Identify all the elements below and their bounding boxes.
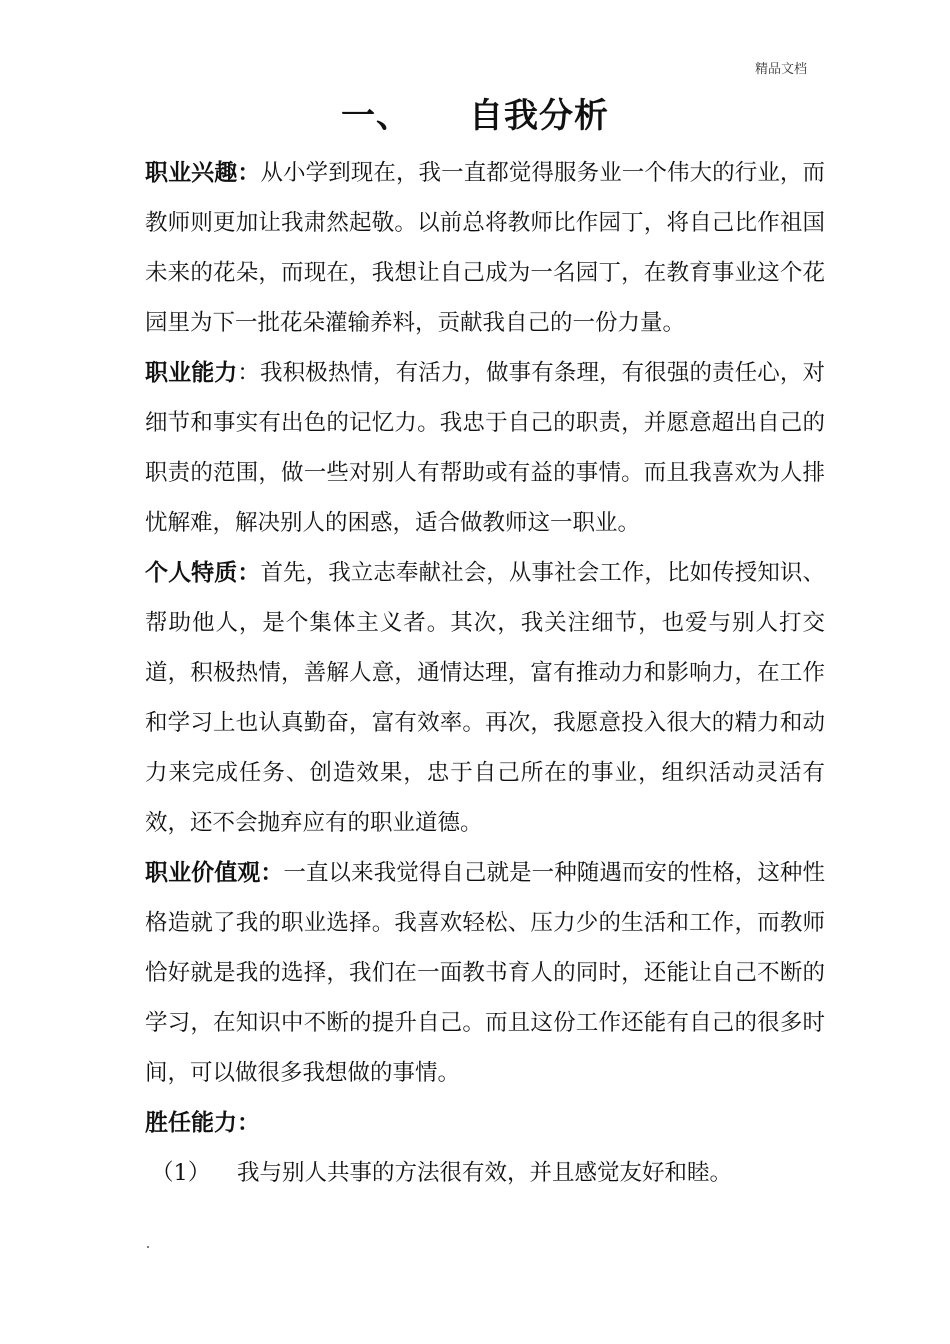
list-item bbox=[145, 1148, 825, 1198]
section-career-values bbox=[145, 848, 825, 1098]
section-career-interest bbox=[145, 148, 825, 348]
section-career-ability bbox=[145, 348, 825, 548]
section-text: 首先，我立志奉献社会，从事社会工作，比如传授知识、帮助他人，是个集体主义者。其次，我关注细节，也爱与别人打交道，积极热情，善解人意，通情达理，富有推动力和影响力，在工作和学习上也认真勤奋，富有效率。再次，我愿意投入很大的精力和动力来完成任务、创造效果，忠于自己所在的事业，组织活动灵活有效，还不会抛弃应有的职业道德。 bbox=[145, 560, 825, 836]
section-label: 职业价值观： bbox=[145, 860, 284, 886]
title-number: 一、 bbox=[341, 96, 411, 136]
section-competence-label: 胜任能力： bbox=[145, 1110, 260, 1136]
list-item-text: 我与别人共事的方法很有效，并且感觉友好和睦。 bbox=[237, 1160, 733, 1186]
title-text: 自我分析 bbox=[469, 96, 609, 136]
list-item-index: （1） bbox=[151, 1160, 211, 1186]
footer-dot bbox=[147, 1246, 149, 1248]
document-body bbox=[145, 148, 825, 1198]
section-text: 从小学到现在，我一直都觉得服务业一个伟大的行业，而教师则更加让我肃然起敬。以前总将教师比作园丁，将自己比作祖国未来的花朵，而现在，我想让自己成为一名园丁，在教育事业这个花园里为下一批花朵灌输养料，贡献我自己的一份力量。 bbox=[145, 160, 825, 336]
section-label: 个人特质： bbox=[145, 560, 261, 586]
page-title bbox=[0, 88, 950, 137]
section-text: ：我积极热情，有活力，做事有条理，有很强的责任心，对细节和事实有出色的记忆力。我忠于自己的职责，并愿意超出自己的职责的范围，做一些对别人有帮助或有益的事情。而且我喜欢为人排忧解难，解决别人的困惑，适合做教师这一职业。 bbox=[145, 360, 825, 536]
section-personal-traits bbox=[145, 548, 825, 848]
header-watermark: 精品文档 bbox=[754, 62, 807, 77]
section-label: 职业能力 bbox=[145, 360, 238, 386]
section-label: 职业兴趣： bbox=[145, 160, 261, 186]
section-text: 一直以来我觉得自己就是一种随遇而安的性格，这种性格造就了我的职业选择。我喜欢轻松、压力少的生活和工作，而教师恰好就是我的选择，我们在一面教书育人的同时，还能让自己不断的学习，在知识中不断的提升自己。而且这份工作还能有自己的很多时间，可以做很多我想做的事情。 bbox=[145, 860, 825, 1086]
